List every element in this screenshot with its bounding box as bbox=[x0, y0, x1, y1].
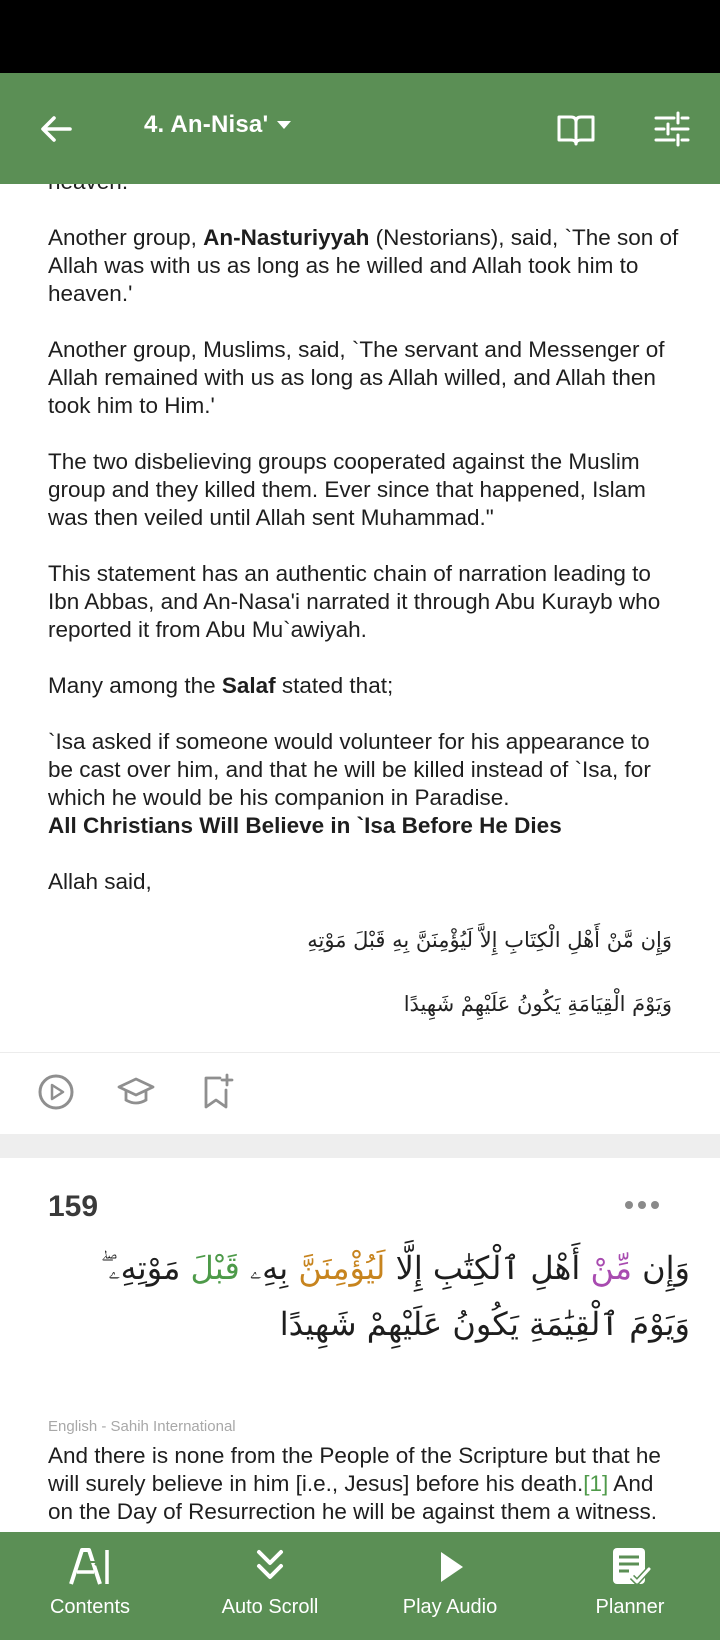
tafsir-paragraph: The two disbelieving groups cooperated against the Muslim group and they killed them. Ever since that happened, Islam was then veiled until Allah sent Muhammad." bbox=[48, 449, 646, 530]
verse-number: 159 bbox=[48, 1190, 99, 1223]
tafsir-paragraph: Another group, Muslims, said, `The servant and Messenger of Allah remained with us as long as Allah willed, and Allah then took him to Him.' bbox=[48, 337, 665, 418]
tafsir-paragraph: `Isa asked if someone would volunteer for his appearance to be cast over him, and that he will be killed instead of `Isa, for which he would be his companion in Paradise. bbox=[48, 729, 651, 810]
settings-sliders-icon[interactable] bbox=[652, 109, 692, 149]
tafsir-text bbox=[48, 168, 680, 924]
play-circle-icon[interactable] bbox=[36, 1072, 76, 1112]
tafsir-paragraph: This statement has an authentic chain of narration leading to Ibn Abbas, and An-Nasa'i narrated it through Abu Kurayb who reported it from Abu Mu`awiyah. bbox=[48, 561, 661, 642]
nav-auto-scroll[interactable] bbox=[180, 1532, 360, 1640]
nav-planner-label: Planner bbox=[595, 1596, 665, 1618]
surah-selector[interactable] bbox=[144, 111, 292, 139]
tafsir-paragraph: Allah said, bbox=[48, 869, 152, 894]
section-heading: All Christians Will Believe in `Isa Before He Dies bbox=[48, 813, 562, 838]
verse-arabic-text[interactable]: وَإِن مِّنْ أَهْلِ ٱلْكِتَٰبِ إِلَّا لَيُؤْمِنَنَّ بِهِۦ قَبْلَ مَوْتِهِۦ ۖ وَيَوْمَ ٱلْقِيَٰمَةِ يَكُونُ عَلَيْهِمْ شَهِيدًا bbox=[100, 1249, 690, 1343]
nav-contents[interactable] bbox=[0, 1532, 180, 1640]
translation-label: English - Sahih International bbox=[48, 1418, 236, 1435]
double-chevron-down-icon bbox=[247, 1544, 293, 1590]
tafsir-arabic-line: وَيَوْمَ الْقِيَامَةِ يَكُونُ عَلَيْهِمْ شَهِيدًا bbox=[403, 992, 672, 1016]
planner-icon bbox=[607, 1544, 653, 1590]
book-icon[interactable] bbox=[556, 109, 596, 149]
app-bar bbox=[0, 73, 720, 184]
graduation-cap-icon[interactable] bbox=[116, 1072, 156, 1112]
more-options-icon[interactable] bbox=[624, 1195, 660, 1215]
play-icon bbox=[427, 1544, 473, 1590]
contents-icon bbox=[67, 1544, 113, 1590]
page-title: 4. An-Nisa' bbox=[144, 111, 269, 138]
status-bar bbox=[0, 0, 720, 73]
nav-play-audio-label: Play Audio bbox=[402, 1596, 498, 1618]
bookmark-add-icon[interactable] bbox=[198, 1072, 238, 1112]
back-arrow-icon[interactable] bbox=[34, 107, 78, 151]
verse-translation: And there is none from the People of the Scripture but that he will surely believe in him [i.e., Jesus] before his death.[1] And on the Day of Resurrection he will be against them a witness. bbox=[48, 1443, 661, 1524]
tafsir-actions bbox=[0, 1052, 720, 1132]
tafsir-paragraph: Another group, An-Nasturiyyah (Nestorians), said, `The son of Allah was with us as long as he willed and Allah took him to heaven.' bbox=[48, 225, 679, 306]
tafsir-arabic-line: وَإِن مَّنْ أَهْلِ الْكِتَابِ إِلاَّ لَيُؤْمِنَنَّ بِهِ قَبْلَ مَوْتِهِ bbox=[307, 928, 672, 952]
bottom-navigation bbox=[0, 1532, 720, 1640]
nav-play-audio[interactable] bbox=[360, 1532, 540, 1640]
footnote-link[interactable]: [1] bbox=[583, 1471, 609, 1496]
nav-auto-scroll-label: Auto Scroll bbox=[221, 1596, 319, 1618]
nav-contents-label: Contents bbox=[49, 1596, 131, 1618]
caret-down-icon bbox=[276, 120, 292, 130]
section-separator bbox=[0, 1134, 720, 1158]
tafsir-paragraph: Many among the Salaf stated that; bbox=[48, 673, 394, 698]
nav-planner[interactable] bbox=[540, 1532, 720, 1640]
